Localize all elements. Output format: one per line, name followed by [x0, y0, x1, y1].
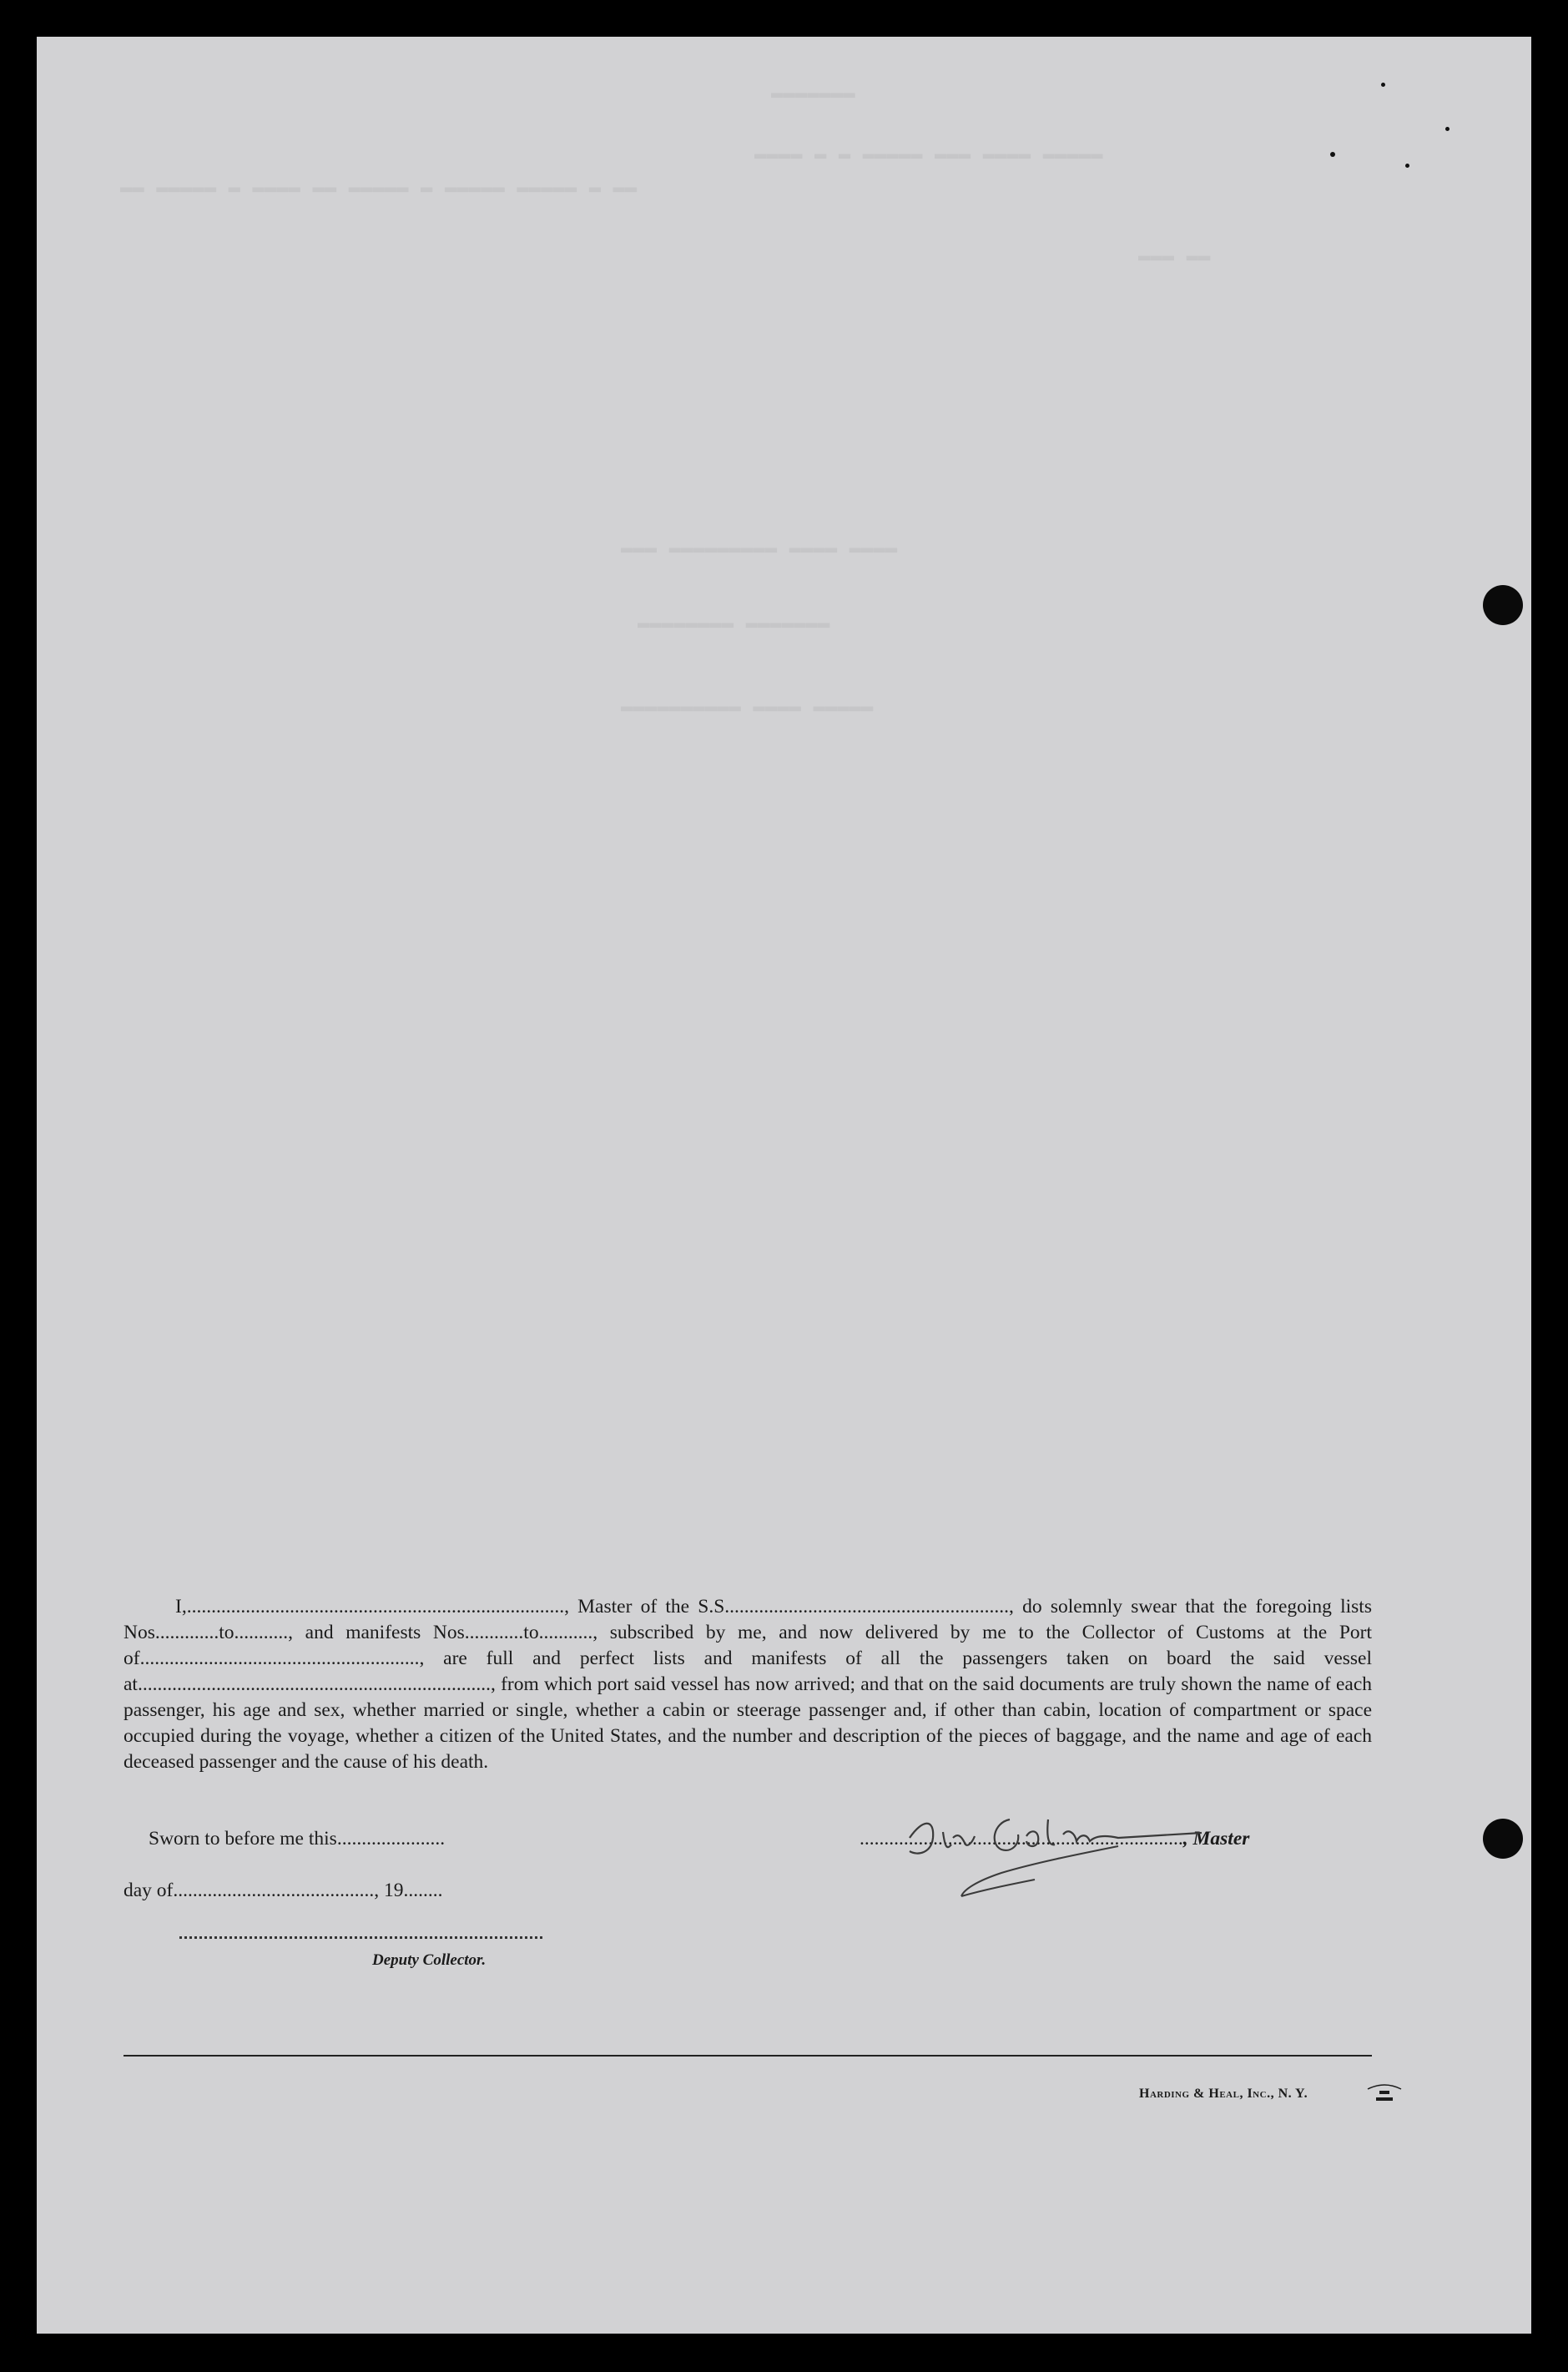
bleed-through-text: ▬▬▬ ▬▬▬▬▬▬▬▬▬ ▬▬▬▬ ▬▬▬▬	[621, 537, 898, 560]
printer-imprint: Harding & Heal, Inc., N. Y.	[1139, 2087, 1308, 2101]
footer-rule	[124, 2055, 1372, 2057]
bleed-through-text: ▬▬▬▬▬▬▬	[771, 83, 855, 105]
bleed-through-text: ▬▬▬▬ ▬ ▬ ▬▬▬▬▬ ▬▬▬ ▬▬▬▬ ▬▬▬▬▬	[754, 144, 1103, 166]
bleed-through-text: ▬▬▬▬▬▬▬▬ ▬▬▬▬▬▬▬	[638, 613, 830, 635]
bleed-through-text: ▬▬▬▬▬▬▬▬▬▬ ▬▬▬▬ ▬▬▬▬▬	[621, 696, 874, 719]
deputy-collector-label: Deputy Collector.	[372, 1951, 487, 1969]
day-line: day of........................................., 19........	[124, 1880, 443, 1901]
punch-hole	[1483, 1819, 1523, 1859]
speck	[1381, 83, 1385, 87]
master-label: , Master	[1182, 1828, 1250, 1850]
oath-paragraph: I,............................................................................., Master of the S.S.........................................................., do solemnly swear that the foregoing lists Nos.............to..........., and manifests Nos............to..........., subscribed by me, and now delivered by me to the Collector of Customs at the Port of........................................................., are full and perfect lists and manifests of all the passengers taken on board the said vessel at........................................................................, from which port said vessel has now arrived; and that on the said documents are truly shown the name of each passenger, his age and sex, whether married or single, whether a cabin or steerage passenger and, if other than cabin, location of compartment or space occupied during the voyage, whether a citizen of the United States, and the number and description of the pieces of baggage, and the name and age of each deceased passenger and the cause of his death.	[124, 1596, 1372, 1773]
master-handwritten-signature	[885, 1786, 1218, 1911]
speck	[1405, 164, 1409, 168]
master-dots: ..................................................................	[860, 1828, 1183, 1850]
deputy-signature-line	[179, 1936, 542, 1939]
union-label-mark	[1364, 2081, 1404, 2106]
bleed-through-text: ▬▬▬ ▬▬	[1138, 245, 1211, 268]
punch-hole	[1483, 585, 1523, 625]
document-sheet	[37, 37, 1531, 2334]
speck	[1330, 152, 1335, 157]
speck	[1445, 127, 1450, 131]
sworn-line: Sworn to before me this......................	[149, 1828, 446, 1850]
bleed-through-text: ▬▬ ▬▬▬▬▬ ▬ ▬▬▬▬ ▬▬ ▬▬▬▬▬ ▬ ▬▬▬▬▬ ▬▬▬▬▬ ▬ ▬▬	[120, 177, 638, 199]
